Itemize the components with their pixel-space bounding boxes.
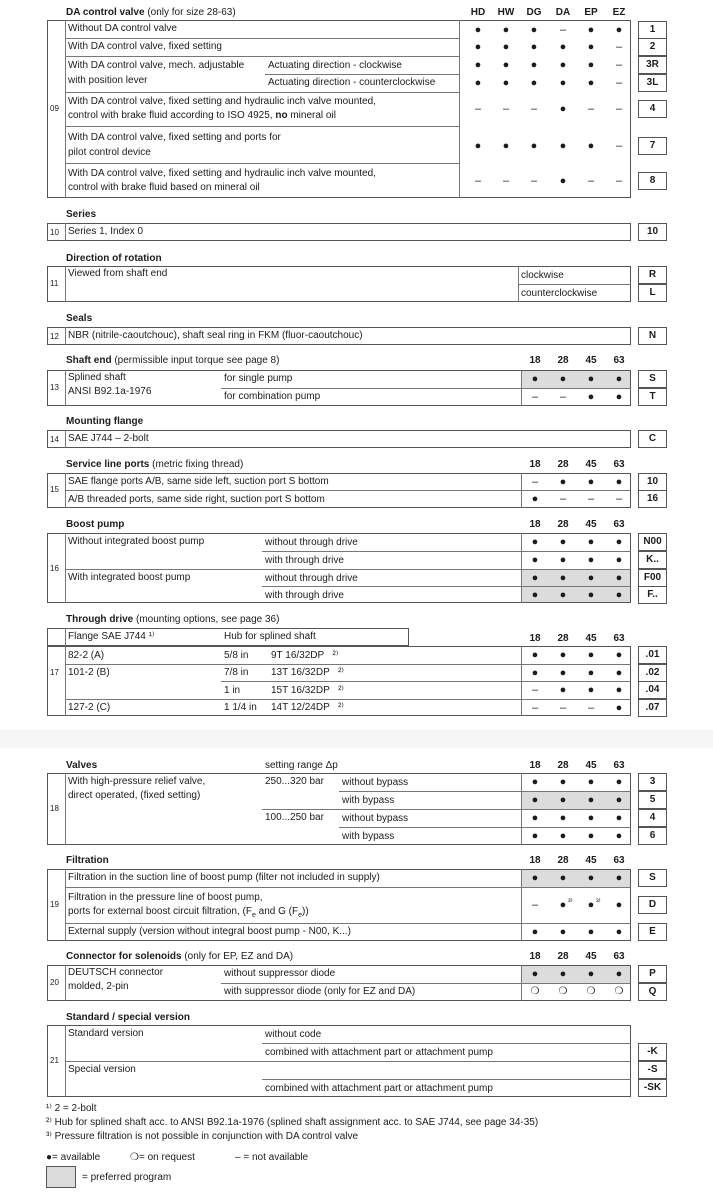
row-text: Actuating direction - counterclockwise xyxy=(268,77,436,88)
row-text: 5/8 in xyxy=(224,650,249,661)
row-text: direct operated, (fixed setting) xyxy=(68,790,201,801)
availability-mark: ● xyxy=(615,373,623,385)
row-text: Viewed from shaft end xyxy=(68,268,168,279)
size-col-header: 18 xyxy=(529,355,541,366)
size-col-header: 45 xyxy=(585,951,597,962)
row-text: ANSI B92.1a-1976 xyxy=(68,386,152,397)
availability-mark: – xyxy=(615,59,623,71)
s10-num: 10 xyxy=(50,228,59,237)
order-code: S xyxy=(638,370,667,388)
availability-mark: – xyxy=(531,391,539,403)
order-code: 5 xyxy=(638,791,667,809)
row-text: A/B threaded ports, same side right, suction port S bottom xyxy=(68,494,325,505)
size-col-header: 63 xyxy=(613,951,625,962)
order-code: 7 xyxy=(638,137,667,155)
availability-mark: ● xyxy=(559,649,567,661)
availability-mark: ● xyxy=(559,684,567,696)
availability-mark: ● xyxy=(559,41,567,53)
availability-mark: ● xyxy=(587,59,595,71)
s15-num: 15 xyxy=(50,485,59,494)
row-text: with through drive xyxy=(265,555,344,566)
availability-mark: ● xyxy=(587,968,595,980)
availability-mark: ● xyxy=(559,589,567,601)
row-text: for combination pump xyxy=(224,391,321,402)
availability-mark: ● xyxy=(530,140,538,152)
availability-mark: ❍ xyxy=(586,986,596,997)
availability-mark: ● xyxy=(587,391,595,403)
order-code: 10 xyxy=(638,473,667,491)
order-code: 4 xyxy=(638,809,667,827)
row-text: Filtration in the suction line of boost pump (filter not included in supply) xyxy=(68,872,380,883)
size-col-header: 28 xyxy=(557,459,569,470)
row-text: SAE J744 – 2-bolt xyxy=(68,433,149,444)
row-text: 127-2 (C) xyxy=(68,702,111,713)
availability-mark: ● xyxy=(587,41,595,53)
availability-mark: ● xyxy=(531,554,539,566)
availability-mark: – xyxy=(531,702,539,714)
availability-mark: ● xyxy=(559,140,567,152)
availability-mark: ● xyxy=(531,776,539,788)
size-col-header: 45 xyxy=(585,459,597,470)
availability-mark: ● xyxy=(559,794,567,806)
availability-mark: ● xyxy=(531,536,539,548)
row-text: 1 in xyxy=(224,685,241,696)
availability-mark: ● xyxy=(587,554,595,566)
availability-mark: ● xyxy=(530,59,538,71)
order-code: 3 xyxy=(638,773,667,791)
col-hw: HW xyxy=(497,7,515,18)
row-text: with bypass xyxy=(342,831,395,842)
row-text: 14T 12/24DP ²⁾ xyxy=(271,702,344,713)
availability-mark: ● xyxy=(559,572,567,584)
s16-title: Boost pump xyxy=(66,519,125,530)
row-text: 13T 16/32DP ²⁾ xyxy=(271,667,344,678)
availability-mark: ● xyxy=(587,649,595,661)
row-text: With DA control valve, fixed setting xyxy=(68,41,222,52)
footnote-1: ¹⁾ 2 = 2-bolt xyxy=(46,1103,97,1114)
s17-num: 17 xyxy=(50,668,59,677)
availability-mark: ● xyxy=(474,140,482,152)
row-text: with bypass xyxy=(342,795,395,806)
availability-mark: – xyxy=(615,103,623,115)
availability-mark: ● xyxy=(587,476,595,488)
s18-title: Valves xyxy=(66,760,98,771)
size-col-header: 45 xyxy=(585,855,597,866)
availability-mark: ● xyxy=(502,77,510,89)
availability-mark: ● xyxy=(587,140,595,152)
availability-mark: ● xyxy=(559,667,567,679)
size-col-header: 28 xyxy=(557,760,569,771)
s16-num: 16 xyxy=(50,564,59,573)
availability-mark: ● xyxy=(587,536,595,548)
row-text: 9T 16/32DP ²⁾ xyxy=(271,650,339,661)
availability-mark: ● xyxy=(531,830,539,842)
row-text: Without integrated boost pump xyxy=(68,536,205,547)
size-col-header: 63 xyxy=(613,760,625,771)
s14-num: 14 xyxy=(50,435,59,444)
availability-mark: ● xyxy=(587,794,595,806)
row-text: combined with attachment part or attachment pump xyxy=(265,1083,493,1094)
availability-mark: – xyxy=(531,899,539,911)
size-col-header: 63 xyxy=(613,633,625,644)
col-da: DA xyxy=(555,7,571,18)
row-text: 101-2 (B) xyxy=(68,667,110,678)
availability-mark: ● xyxy=(615,391,623,403)
s12-num: 12 xyxy=(50,332,59,341)
size-col-header: 63 xyxy=(613,519,625,530)
s15-title: Service line ports (metric fixing thread) xyxy=(66,459,244,470)
order-code: F.. xyxy=(638,586,667,604)
size-col-header: 18 xyxy=(529,633,541,644)
s21-num: 21 xyxy=(50,1056,59,1065)
availability-mark: – xyxy=(587,103,595,115)
availability-mark: ● xyxy=(587,373,595,385)
col-ep: EP xyxy=(584,7,598,18)
availability-mark: ● xyxy=(615,830,623,842)
order-code: L xyxy=(638,284,667,302)
order-code: Q xyxy=(638,983,667,1001)
availability-mark: ● xyxy=(531,794,539,806)
availability-mark: ● xyxy=(615,667,623,679)
s19-title: Filtration xyxy=(66,855,109,866)
legend-preferred: = preferred program xyxy=(82,1172,172,1183)
availability-mark: ● xyxy=(587,830,595,842)
availability-mark: ● xyxy=(587,926,595,938)
availability-mark: – xyxy=(559,702,567,714)
preferred-swatch xyxy=(46,1166,76,1188)
s19-num: 19 xyxy=(50,900,59,909)
size-col-header: 28 xyxy=(557,355,569,366)
availability-mark: ● xyxy=(531,812,539,824)
availability-mark: ● xyxy=(531,872,539,884)
size-col-header: 18 xyxy=(529,459,541,470)
size-col-header: 63 xyxy=(613,459,625,470)
availability-mark: ● xyxy=(559,872,567,884)
availability-mark: ● xyxy=(615,684,623,696)
order-code: -SK xyxy=(638,1079,667,1097)
order-code: 10 xyxy=(638,223,667,241)
s10-title: Series xyxy=(66,209,97,220)
availability-mark: ● xyxy=(502,140,510,152)
row-text: Special version xyxy=(68,1064,136,1075)
row-text: counterclockwise xyxy=(521,288,598,299)
availability-mark: ● xyxy=(559,554,567,566)
order-code: T xyxy=(638,388,667,406)
row-text: SAE flange ports A/B, same side left, suction port S bottom xyxy=(68,476,329,487)
row-text: without through drive xyxy=(265,573,358,584)
availability-mark: – xyxy=(531,684,539,696)
availability-mark: ● xyxy=(559,373,567,385)
size-col-header: 45 xyxy=(585,633,597,644)
order-code: 3L xyxy=(638,74,667,92)
availability-mark: ● xyxy=(587,812,595,824)
row-text: 82-2 (A) xyxy=(68,650,105,661)
col-hd: HD xyxy=(470,7,486,18)
availability-mark: – xyxy=(530,175,538,187)
availability-mark: ● xyxy=(531,572,539,584)
row-text: Hub for splined shaft xyxy=(224,631,316,642)
row-text: With DA control valve, mech. adjustable xyxy=(68,60,245,71)
availability-mark: ● xyxy=(531,373,539,385)
row-text: 250...320 bar xyxy=(265,776,324,787)
row-text: without bypass xyxy=(342,777,409,788)
col-dg: DG xyxy=(526,7,542,18)
row-text: with through drive xyxy=(265,590,344,601)
availability-mark: ● xyxy=(587,872,595,884)
s20-title: Connector for solenoids (only for EP, EZ and DA) xyxy=(66,951,294,962)
availability-mark: – xyxy=(615,493,623,505)
availability-mark: ● xyxy=(615,926,623,938)
size-col-header: 45 xyxy=(585,519,597,530)
s09-title: DA control valve (only for size 28-63) xyxy=(66,7,236,18)
row-text: Flange SAE J744 ¹⁾ xyxy=(68,631,155,642)
page-break-band xyxy=(0,730,713,748)
availability-mark: ● xyxy=(615,776,623,788)
availability-mark: ● xyxy=(587,899,595,911)
row-text: with suppressor diode (only for EZ and DA) xyxy=(224,986,416,997)
row-text: ports for external boost circuit filtration, ($F_e$ and G $(F_e)$) xyxy=(68,906,309,919)
row-text: NBR (nitrile-caoutchouc), shaft seal ring in FKM (fluor-caoutchouc) xyxy=(68,330,363,341)
availability-mark: ● xyxy=(587,589,595,601)
availability-mark: ● xyxy=(587,77,595,89)
row-text: control with brake fluid according to ISO 4925, no mineral oil xyxy=(68,110,336,121)
s11-title: Direction of rotation xyxy=(66,253,162,264)
order-code: 6 xyxy=(638,827,667,845)
order-code: 4 xyxy=(638,100,667,118)
order-code: 3R xyxy=(638,56,667,74)
availability-mark: ● xyxy=(474,59,482,71)
s17-title: Through drive (mounting options, see page 36) xyxy=(66,614,280,625)
availability-mark: – xyxy=(587,175,595,187)
availability-mark: ● xyxy=(615,872,623,884)
availability-mark: ● xyxy=(531,968,539,980)
size-col-header: 63 xyxy=(613,355,625,366)
row-text: 1 1/4 in xyxy=(224,702,257,713)
s11-num: 11 xyxy=(50,279,59,288)
order-code: E xyxy=(638,923,667,941)
order-code: N00 xyxy=(638,533,667,551)
availability-mark: – xyxy=(615,77,623,89)
order-code: .01 xyxy=(638,646,667,664)
s18-num: 18 xyxy=(50,804,59,813)
availability-mark: ● xyxy=(530,77,538,89)
availability-mark: ● xyxy=(559,899,567,911)
size-col-header: 28 xyxy=(557,855,569,866)
s14-title: Mounting flange xyxy=(66,416,144,427)
availability-mark: – xyxy=(615,140,623,152)
availability-mark: ● xyxy=(615,554,623,566)
footnote-3: ³⁾ Pressure filtration is not possible in conjunction with DA control valve xyxy=(46,1131,359,1142)
row-text: 15T 16/32DP ²⁾ xyxy=(271,685,344,696)
footnote-3-ref: ³⁾ xyxy=(596,897,601,906)
availability-mark: ● xyxy=(587,776,595,788)
order-code: S xyxy=(638,869,667,887)
availability-mark: ● xyxy=(587,684,595,696)
s12-title: Seals xyxy=(66,313,93,324)
order-code: N xyxy=(638,327,667,345)
order-code: 1 xyxy=(638,21,667,39)
availability-mark: ● xyxy=(615,968,623,980)
availability-mark: ● xyxy=(615,536,623,548)
order-code: -S xyxy=(638,1061,667,1079)
availability-mark: ● xyxy=(559,103,567,115)
availability-mark: – xyxy=(559,493,567,505)
row-text: 100...250 bar xyxy=(265,812,324,823)
order-code: .04 xyxy=(638,681,667,699)
availability-mark: ● xyxy=(559,926,567,938)
row-text: without suppressor diode xyxy=(224,968,336,979)
s21-title: Standard / special version xyxy=(66,1012,190,1023)
row-text: External supply (version without integral boost pump - N00, K...) xyxy=(68,926,351,937)
availability-mark: – xyxy=(474,103,482,115)
size-col-header: 18 xyxy=(529,951,541,962)
order-code: 8 xyxy=(638,172,667,190)
availability-mark: ● xyxy=(587,24,595,36)
size-col-header: 18 xyxy=(529,855,541,866)
availability-mark: ● xyxy=(615,899,623,911)
availability-mark: ● xyxy=(474,41,482,53)
row-text: With DA control valve, fixed setting and hydraulic inch valve mounted, xyxy=(68,96,376,107)
availability-mark: ● xyxy=(559,59,567,71)
availability-mark: ● xyxy=(531,589,539,601)
row-text: With high-pressure relief valve, xyxy=(68,776,206,787)
col-ez: EZ xyxy=(612,7,626,18)
order-code: .07 xyxy=(638,699,667,717)
order-code: C xyxy=(638,430,667,448)
legend-available: ●= available xyxy=(46,1152,101,1163)
availability-mark: – xyxy=(530,103,538,115)
s13-title: Shaft end (permissible input torque see page 8) xyxy=(66,355,280,366)
availability-mark: ● xyxy=(615,812,623,824)
s13-num: 13 xyxy=(50,383,59,392)
row-text: Without DA control valve xyxy=(68,23,177,34)
row-text: Filtration in the pressure line of boost pump, xyxy=(68,892,263,903)
availability-mark: ● xyxy=(502,24,510,36)
availability-mark: ● xyxy=(559,175,567,187)
availability-mark: – xyxy=(615,175,623,187)
availability-mark: – xyxy=(587,702,595,714)
size-col-header: 45 xyxy=(585,355,597,366)
row-text: molded, 2-pin xyxy=(68,981,129,992)
size-col-header: 45 xyxy=(585,760,597,771)
order-code: 2 xyxy=(638,38,667,56)
order-code: -K xyxy=(638,1043,667,1061)
availability-mark: ● xyxy=(531,493,539,505)
availability-mark: ● xyxy=(474,24,482,36)
row-text: Actuating direction - clockwise xyxy=(268,60,402,71)
availability-mark: ● xyxy=(559,476,567,488)
availability-mark: ● xyxy=(530,41,538,53)
footnote-3-ref: ³⁾ xyxy=(568,897,573,906)
order-code: K.. xyxy=(638,551,667,569)
availability-mark: – xyxy=(615,41,623,53)
order-code: 16 xyxy=(638,490,667,508)
availability-mark: ● xyxy=(615,572,623,584)
availability-mark: ● xyxy=(559,812,567,824)
availability-mark: ❍ xyxy=(614,986,624,997)
size-col-header: 28 xyxy=(557,951,569,962)
row-text: combined with attachment part or attachment pump xyxy=(265,1047,493,1058)
legend-not-available: – = not available xyxy=(235,1152,309,1163)
row-text: without through drive xyxy=(265,537,358,548)
row-text: for single pump xyxy=(224,373,293,384)
row-text: Splined shaft xyxy=(68,372,126,383)
availability-mark: ● xyxy=(559,77,567,89)
availability-mark: ● xyxy=(531,926,539,938)
availability-mark: ● xyxy=(615,649,623,661)
availability-mark: ● xyxy=(615,589,623,601)
order-code: F00 xyxy=(638,569,667,587)
availability-mark: ● xyxy=(615,24,623,36)
row-text: with position lever xyxy=(68,75,148,86)
availability-mark: – xyxy=(502,175,510,187)
availability-mark: ● xyxy=(559,968,567,980)
size-col-header: 28 xyxy=(557,633,569,644)
row-text: Series 1, Index 0 xyxy=(68,226,144,237)
legend-on-request: ❍= on request xyxy=(130,1152,195,1163)
availability-mark: – xyxy=(531,476,539,488)
availability-mark: ● xyxy=(502,59,510,71)
row-text: With DA control valve, fixed setting and ports for xyxy=(68,132,281,143)
row-text: DEUTSCH connector xyxy=(68,967,164,978)
size-col-header: 18 xyxy=(529,519,541,530)
availability-mark: ● xyxy=(615,702,623,714)
row-text: With integrated boost pump xyxy=(68,572,191,583)
s09-num: 09 xyxy=(50,104,59,113)
size-col-header: 63 xyxy=(613,855,625,866)
size-col-header: 28 xyxy=(557,519,569,530)
row-text: Standard version xyxy=(68,1028,144,1039)
availability-mark: ● xyxy=(615,476,623,488)
availability-mark: ● xyxy=(615,794,623,806)
row-text: pilot control device xyxy=(68,147,151,158)
availability-mark: – xyxy=(587,493,595,505)
availability-mark: – xyxy=(559,24,567,36)
availability-mark: – xyxy=(502,103,510,115)
s20-num: 20 xyxy=(50,978,59,987)
availability-mark: – xyxy=(474,175,482,187)
row-text: With DA control valve, fixed setting and hydraulic inch valve mounted, xyxy=(68,168,376,179)
availability-mark: – xyxy=(559,391,567,403)
row-text: without bypass xyxy=(342,813,409,824)
row-text: setting range Δp xyxy=(265,760,338,771)
row-text: clockwise xyxy=(521,270,564,281)
size-col-header: 18 xyxy=(529,760,541,771)
availability-mark: ● xyxy=(530,24,538,36)
order-code: .02 xyxy=(638,664,667,682)
availability-mark: ● xyxy=(559,776,567,788)
availability-mark: ● xyxy=(531,667,539,679)
order-code: R xyxy=(638,266,667,284)
footnote-2: ²⁾ Hub for splined shaft acc. to ANSI B92.1a-1976 (splined shaft assignment acc. to SAE J744, see page 34-35) xyxy=(46,1117,539,1128)
availability-mark: ● xyxy=(531,649,539,661)
row-text: without code xyxy=(265,1029,322,1040)
availability-mark: ● xyxy=(502,41,510,53)
row-text: 7/8 in xyxy=(224,667,249,678)
availability-mark: ● xyxy=(474,77,482,89)
availability-mark: ● xyxy=(587,667,595,679)
availability-mark: ● xyxy=(559,536,567,548)
order-code: P xyxy=(638,965,667,983)
order-code: D xyxy=(638,896,667,914)
availability-mark: ❍ xyxy=(530,986,540,997)
availability-mark: ● xyxy=(587,572,595,584)
availability-mark: ❍ xyxy=(558,986,568,997)
availability-mark: ● xyxy=(559,830,567,842)
row-text: control with brake fluid based on mineral oil xyxy=(68,182,260,193)
